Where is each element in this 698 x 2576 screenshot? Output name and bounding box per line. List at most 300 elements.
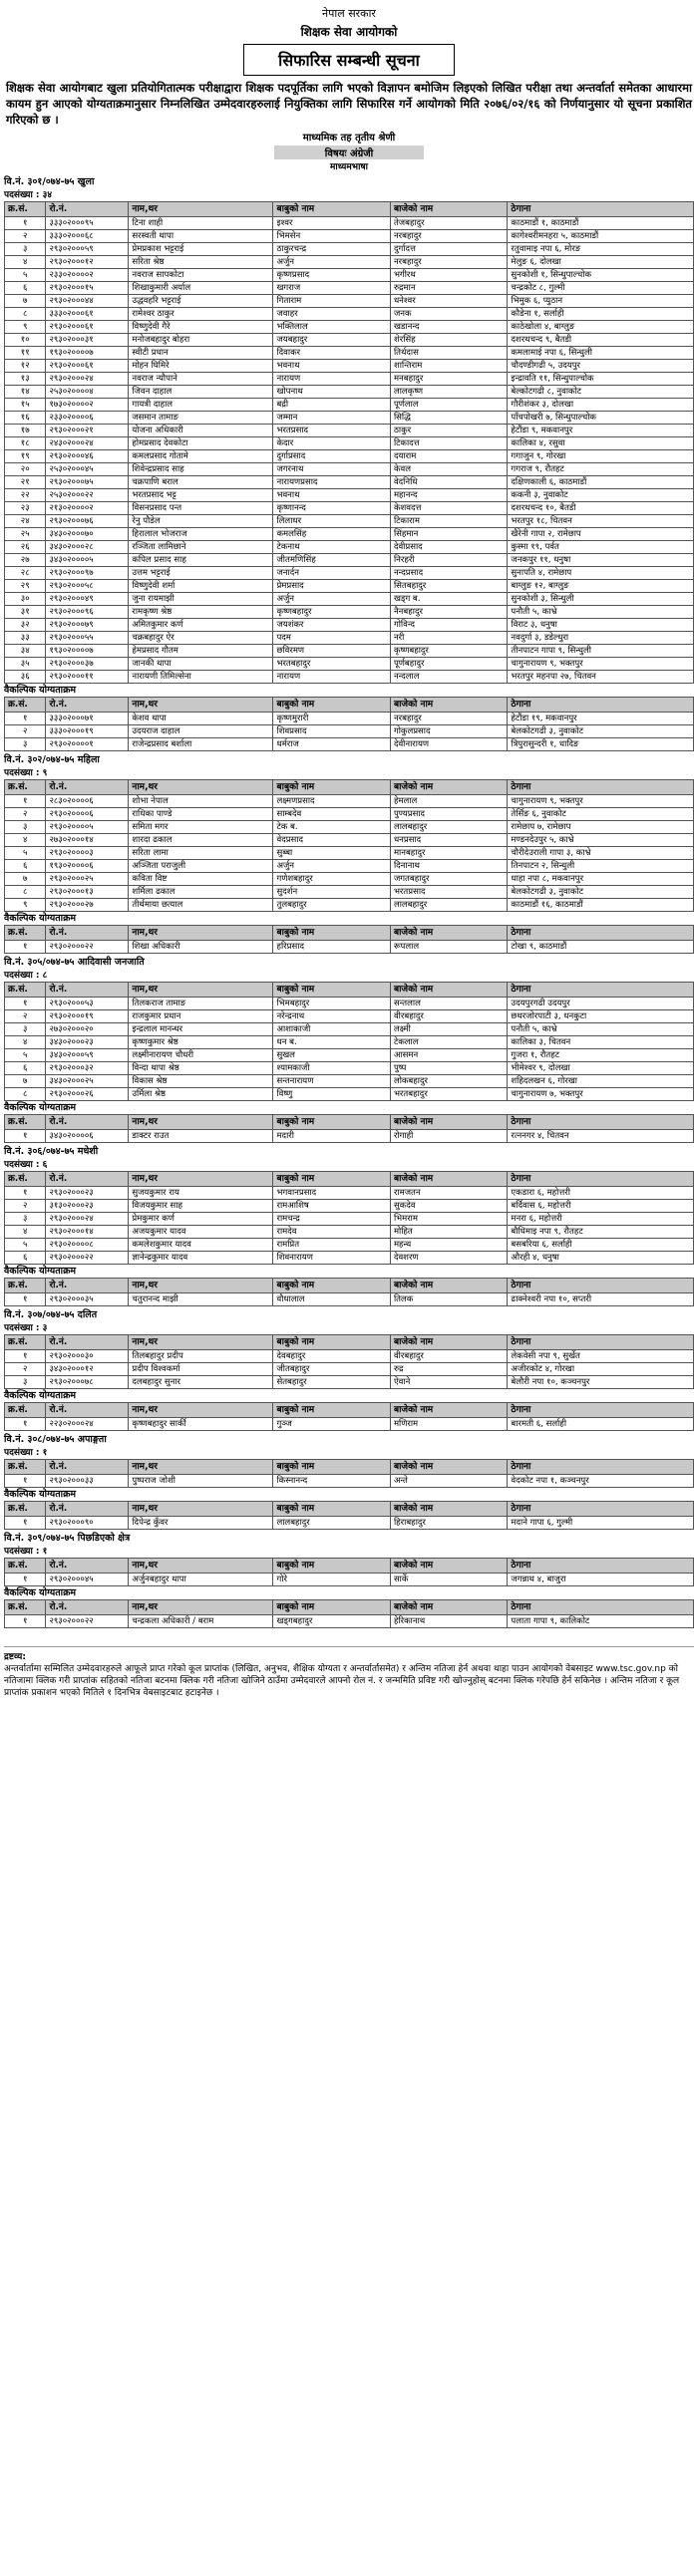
table-cell: सुखल xyxy=(273,1049,390,1062)
table-row xyxy=(5,450,694,463)
table-cell: टोखा ९, काठमाडौं xyxy=(508,941,694,954)
table-row xyxy=(5,1475,694,1488)
table-cell: ४ xyxy=(5,256,46,269)
table-cell: इन्द्रावति ११, सिन्धुपाल्चोक xyxy=(508,373,694,386)
column-header: ठेगाना xyxy=(508,1460,694,1475)
table-cell: सुनापति ४, रामेछाप xyxy=(508,567,694,580)
table-cell: रामकृष्ण श्रेष्ठ xyxy=(129,606,273,619)
table-cell: लालबहादुर xyxy=(390,899,507,912)
column-header: नाम,थर xyxy=(129,1460,273,1475)
table-cell: खड्गबहादुर xyxy=(273,1615,390,1628)
column-header: बाबुको नाम xyxy=(273,926,390,941)
table-cell: गौरीशंकर ३, दोलखा xyxy=(508,399,694,412)
column-header: क्र.सं. xyxy=(5,1335,46,1350)
table-cell: भरतप्रसाद भट्ट xyxy=(129,489,273,502)
table-row xyxy=(5,386,694,399)
table-cell: २९३०२०००९६ xyxy=(46,606,129,619)
table-row xyxy=(5,269,694,282)
commission-name: शिक्षक सेवा आयोगको xyxy=(300,25,398,39)
table-cell: शेरसिंह xyxy=(390,334,507,347)
table-cell: ३३३०२०००६१ xyxy=(46,308,129,321)
table-cell: वेदनिधि xyxy=(390,476,507,489)
table-cell: १ xyxy=(5,1475,46,1488)
table-row xyxy=(5,821,694,834)
table-header-row xyxy=(5,1115,694,1130)
table-cell: आशाकाजी xyxy=(273,1023,390,1036)
table-cell: २९३०२०००३० xyxy=(46,1350,129,1363)
table-cell: भिमबहादुर xyxy=(273,998,390,1010)
column-header: क्र.सं. xyxy=(5,1502,46,1517)
table-cell: ठाकुरचन्द्र xyxy=(273,243,390,256)
table-cell: सुजयकुमार राय xyxy=(129,1187,273,1200)
table-cell: टेकनाथ xyxy=(273,541,390,554)
table-cell: २९३०२०००२२ xyxy=(46,1615,129,1628)
column-header: बाजेको नाम xyxy=(390,1279,507,1293)
table-cell: ३ xyxy=(5,243,46,256)
table-cell: ढाक्नेश्वरी नपा १०, सप्तरी xyxy=(508,1293,694,1306)
table-cell: ३ xyxy=(5,738,46,751)
table-row xyxy=(5,795,694,808)
table-cell: कृष्णप्रसाद xyxy=(273,269,390,282)
table-cell: नन्दलाल xyxy=(390,671,507,684)
table-cell: २९३०२०००९० xyxy=(46,1517,129,1530)
column-header: बाजेको नाम xyxy=(390,698,507,713)
table-cell: २७३०२०००१४ xyxy=(46,834,129,847)
column-header: नाम,थर xyxy=(129,1559,273,1574)
table-cell: टेक ब. xyxy=(273,821,390,834)
table-cell: हिरालाल भोजराज xyxy=(129,528,273,541)
table-cell: जगन्नाथ ४, बाजुरा xyxy=(508,1574,694,1586)
table-cell: विष्णुदेवी गैरे xyxy=(129,321,273,334)
table-cell: ९ xyxy=(5,321,46,334)
table-cell: लिलाधर xyxy=(273,515,390,528)
table-cell: बद्री xyxy=(273,399,390,412)
table-row xyxy=(5,360,694,373)
table-cell: सिद्धि xyxy=(390,412,507,425)
candidate-table xyxy=(4,1558,694,1586)
table-cell: रामआशिष xyxy=(273,1200,390,1213)
column-header: क्र.सं. xyxy=(5,1600,46,1615)
candidate-table xyxy=(4,1402,694,1431)
table-cell: वौधालाल xyxy=(273,1293,390,1306)
table-row xyxy=(5,632,694,645)
table-cell: बर्दिवास ६, महोत्तरी xyxy=(508,1200,694,1213)
table-cell: विन्दा थापा श्रेष्ठ xyxy=(129,1062,273,1075)
column-header: रो.नं. xyxy=(46,780,129,795)
table-cell: १ xyxy=(5,1418,46,1431)
table-cell: २५ xyxy=(5,528,46,541)
table-cell: लक्ष्मीनारायण चौधरी xyxy=(129,1049,273,1062)
table-cell: दिनानाथ xyxy=(390,860,507,873)
table-cell: २९३०२०००३२ xyxy=(46,1062,129,1075)
table-cell: प्रदीप विश्वकर्मा xyxy=(129,1363,273,1376)
table-cell: गुजरा १, रौतहट xyxy=(508,1049,694,1062)
alternate-merit-heading: वैकल्पिक योग्यताक्रम xyxy=(4,1102,77,1113)
table-row xyxy=(5,1213,694,1226)
table-cell: काठमाडौं १, काठमाडौं xyxy=(508,217,694,230)
table-row xyxy=(5,1200,694,1213)
table-cell: विसनप्रसाद पन्त xyxy=(129,502,273,515)
table-header-row xyxy=(5,983,694,998)
table-cell: भरतबहादुर xyxy=(390,1088,507,1101)
table-row xyxy=(5,347,694,360)
table-cell: धनप्रसाद xyxy=(390,834,507,847)
table-row xyxy=(5,1350,694,1363)
table-cell: सुदर्शन xyxy=(273,886,390,899)
table-cell: १८ xyxy=(5,437,46,450)
candidate-table xyxy=(4,925,694,954)
table-cell: हेरिकानाथ xyxy=(390,1615,507,1628)
table-cell: सुब्बा xyxy=(273,847,390,860)
table-cell: ३४३०२०००२८ xyxy=(46,541,129,554)
table-cell: जनार्दन xyxy=(273,567,390,580)
table-cell: ३३ xyxy=(5,632,46,645)
table-cell: नरेन्द्रनाथ xyxy=(273,1010,390,1023)
table-cell: प्रेमप्रकाश भट्टराई xyxy=(129,243,273,256)
table-cell: २ xyxy=(5,1200,46,1213)
table-cell: ७ xyxy=(5,1075,46,1088)
table-header-row xyxy=(5,1502,694,1517)
table-cell: २९३०२०००११ xyxy=(46,671,129,684)
table-cell: ३४ xyxy=(5,645,46,658)
table-cell: कमलेशकुमार यादव xyxy=(129,1239,273,1252)
table-cell: आसमन xyxy=(390,1049,507,1062)
table-row xyxy=(5,230,694,243)
table-cell: लालकृष्ण xyxy=(390,386,507,399)
table-header-row xyxy=(5,1335,694,1350)
column-header: क्र.सं. xyxy=(5,1403,46,1418)
table-cell: कमलप्रसाद गोतामे xyxy=(129,450,273,463)
column-header: नाम,थर xyxy=(129,1115,273,1130)
alternate-merit-heading: वैकल्पिक योग्यताक्रम xyxy=(4,1390,77,1401)
table-cell: भरतप्रसाद xyxy=(390,886,507,899)
table-cell: सिंहमान xyxy=(390,528,507,541)
table-cell: ३६ xyxy=(5,671,46,684)
table-row xyxy=(5,645,694,658)
table-row xyxy=(5,886,694,899)
table-cell: उदयराज दाहाल xyxy=(129,725,273,738)
table-cell: १९३०२००००७ xyxy=(46,347,129,360)
table-cell: जयबहादुर xyxy=(273,334,390,347)
table-cell: १७ xyxy=(5,425,46,437)
table-header-row xyxy=(5,1279,694,1293)
table-cell: दशरथचन्द ९, बैतडी xyxy=(508,334,694,347)
table-cell: रामप्रित xyxy=(273,1239,390,1252)
column-header: रो.नं. xyxy=(46,1403,129,1418)
table-row xyxy=(5,658,694,671)
column-header: बाबुको नाम xyxy=(273,1115,390,1130)
alternate-merit-heading: वैकल्पिक योग्यताक्रम xyxy=(4,1266,77,1277)
alternate-merit-heading: वैकल्पिक योग्यताक्रम xyxy=(4,685,77,696)
table-cell: ६ xyxy=(5,282,46,295)
alternate-merit-heading: वैकल्पिक योग्यताक्रम xyxy=(4,1587,77,1598)
table-row xyxy=(5,873,694,886)
table-cell: कविता विष्ट xyxy=(129,873,273,886)
column-header: बाबुको नाम xyxy=(273,1502,390,1517)
table-cell: नवराज न्यौपाने xyxy=(129,373,273,386)
table-cell: दुर्गाप्रसाद xyxy=(273,450,390,463)
table-cell: २५३०२०००२२ xyxy=(46,489,129,502)
table-cell: तिलबहादुर प्रदीप xyxy=(129,1350,273,1363)
table-cell: रामेश्वर ठाकुर xyxy=(129,308,273,321)
table-cell: धन ब. xyxy=(273,1036,390,1049)
table-cell: सेतबहादुर xyxy=(273,1376,390,1389)
table-row xyxy=(5,1239,694,1252)
table-row xyxy=(5,671,694,684)
table-cell: हेटौंडा १९, मकवानपुर xyxy=(508,713,694,725)
table-cell: शिवप्रसाद xyxy=(273,725,390,738)
table-cell: शारदा ढकाल xyxy=(129,834,273,847)
table-row xyxy=(5,738,694,751)
table-cell: केशवदत्त xyxy=(390,502,507,515)
table-cell: ८ xyxy=(5,1088,46,1101)
table-cell: २९३०२०००२२ xyxy=(46,1252,129,1265)
section-heading: वि.नं. ३०६/०७४-७५ मधेशी xyxy=(4,1146,99,1157)
table-cell: वीरबहादुर xyxy=(390,1350,507,1363)
table-cell: सरस्वती थापा xyxy=(129,230,273,243)
table-cell: ८ xyxy=(5,308,46,321)
table-cell: छविरमण xyxy=(273,645,390,658)
table-cell: पनौती ५, काभ्रे xyxy=(508,606,694,619)
table-cell: जम्मान xyxy=(273,412,390,425)
table-cell: बाग्लुङ १२, बाग्लुङ xyxy=(508,580,694,593)
table-cell: पाँचपोखरी ७, सिन्धुपाल्चोक xyxy=(508,412,694,425)
table-cell: २९३०२०००२५ xyxy=(46,873,129,886)
table-cell: ३४३०२०००१२ xyxy=(46,1363,129,1376)
table-cell: काठमाडौं १६, काठमाडौं xyxy=(508,899,694,912)
table-row xyxy=(5,373,694,386)
table-cell: रत्ननगर ४, चितवन xyxy=(508,1130,694,1143)
table-cell: गोविन्द xyxy=(390,619,507,632)
column-header: नाम,थर xyxy=(129,1502,273,1517)
table-cell: १ xyxy=(5,1130,46,1143)
table-cell: देवीप्रसाद xyxy=(390,541,507,554)
table-cell: चागुनारायण ७, भक्तपुर xyxy=(508,1088,694,1101)
table-cell: नरबहादुर xyxy=(390,256,507,269)
table-cell: तुलबहादुर xyxy=(273,899,390,912)
section-heading: वि.नं. ३०७/०७४-७५ दलित xyxy=(4,1309,98,1320)
table-row xyxy=(5,243,694,256)
table-row xyxy=(5,321,694,334)
table-row xyxy=(5,1517,694,1530)
column-header: रो.नं. xyxy=(46,202,129,217)
table-cell: १४ xyxy=(5,386,46,399)
table-cell: बेल्कोटगढी ८, नुवाकोट xyxy=(508,386,694,399)
table-row xyxy=(5,567,694,580)
table-cell: गायत्री दाहाल xyxy=(129,399,273,412)
table-cell: भरतबहादुर xyxy=(273,658,390,671)
table-cell: जवाहर xyxy=(273,308,390,321)
table-cell: १९३०२००००७ xyxy=(46,645,129,658)
table-cell: पनौती ५, काभ्रे xyxy=(508,1023,694,1036)
table-cell: विराट ३, धनुषा xyxy=(508,619,694,632)
table-cell: रञ्जिता लामिछाने xyxy=(129,541,273,554)
table-cell: २९३०२०००१५ xyxy=(46,282,129,295)
table-row xyxy=(5,1049,694,1062)
footnote-title: द्रष्टव्य: xyxy=(4,1652,26,1662)
table-cell: सितबहादुर xyxy=(390,580,507,593)
table-cell: सरिता श्रेष्ठ xyxy=(129,256,273,269)
table-cell: २९३०२०००६१ xyxy=(46,321,129,334)
candidate-table xyxy=(4,1278,694,1306)
table-cell: जीतबहादुर xyxy=(273,1363,390,1376)
table-row xyxy=(5,593,694,606)
table-cell: नारायणप्रसाद xyxy=(273,476,390,489)
column-header: ठेगाना xyxy=(508,1559,694,1574)
table-cell: अर्जुन xyxy=(273,860,390,873)
table-cell: चन्द्रकला अधिकारी / बराम xyxy=(129,1615,273,1628)
table-cell: चक्रबहादुर ऐर xyxy=(129,632,273,645)
table-cell: चौदण्डीगढी ५, उदयपुर xyxy=(508,360,694,373)
table-cell: ३३३०२०००६८ xyxy=(46,230,129,243)
table-row xyxy=(5,1062,694,1075)
table-cell: चक्रपाणि बराल xyxy=(129,476,273,489)
table-cell: जयशंकर xyxy=(273,619,390,632)
table-cell: १६ xyxy=(5,412,46,425)
table-row xyxy=(5,834,694,847)
table-cell: हेमप्रसाद गौतम xyxy=(129,645,273,658)
table-cell: स्वीटी प्रधान xyxy=(129,347,273,360)
column-header: नाम,थर xyxy=(129,1403,273,1418)
table-cell: २९३०२०००१३ xyxy=(46,886,129,899)
table-cell: कपिल प्रसाद साह xyxy=(129,554,273,567)
table-cell: १ xyxy=(5,1187,46,1200)
table-cell: दक्षिणकाली ६, काठमाडौं xyxy=(508,476,694,489)
column-header: बाबुको नाम xyxy=(273,698,390,713)
table-cell: पलाता गापा ९, कालिकोट xyxy=(508,1615,694,1628)
column-header: ठेगाना xyxy=(508,983,694,998)
table-cell: ३४३०२०००२५ xyxy=(46,1075,129,1088)
table-cell: २३३०२००००२ xyxy=(46,269,129,282)
column-header: नाम,थर xyxy=(129,926,273,941)
table-cell: गोरे xyxy=(273,1574,390,1586)
table-cell: भिमसेन xyxy=(273,230,390,243)
table-cell: २९ xyxy=(5,580,46,593)
table-cell: हेटौंडा ९, मकवानपुर xyxy=(508,425,694,437)
column-header: बाजेको नाम xyxy=(390,780,507,795)
table-cell: अर्जुनबहादुर थापा xyxy=(129,1574,273,1586)
column-header: बाजेको नाम xyxy=(390,1559,507,1574)
table-cell: डाक्टर राउत xyxy=(129,1130,273,1143)
column-header: ठेगाना xyxy=(508,1403,694,1418)
table-row xyxy=(5,541,694,554)
table-cell: भरतप्रसाद xyxy=(273,425,390,437)
table-cell: भिमराम xyxy=(390,1213,507,1226)
column-header: क्र.सं. xyxy=(5,202,46,217)
table-row xyxy=(5,515,694,528)
table-cell: काठेखोला ४, बाग्लुङ xyxy=(508,321,694,334)
table-cell: उत्तम भट्टराई xyxy=(129,567,273,580)
table-cell: रुद्र xyxy=(390,1363,507,1376)
column-header: रो.नं. xyxy=(46,983,129,998)
table-cell: अर्जुन xyxy=(273,256,390,269)
table-cell: ३१ xyxy=(5,606,46,619)
column-header: रो.नं. xyxy=(46,1172,129,1187)
post-count: पदसंख्या : १ xyxy=(4,1547,48,1557)
table-cell: ४ xyxy=(5,1226,46,1239)
column-header: नाम,थर xyxy=(129,1335,273,1350)
table-cell: कृष्णबहादुर सार्की xyxy=(129,1418,273,1431)
table-cell: औरही ४, धनुषा xyxy=(508,1252,694,1265)
table-cell: त्रिपुरासुन्दरी १, धादिङ xyxy=(508,738,694,751)
table-cell: नवदुर्गा ३, डडेल्धुरा xyxy=(508,632,694,645)
column-header: बाजेको नाम xyxy=(390,1460,507,1475)
table-cell: १३ xyxy=(5,373,46,386)
table-cell: २१ xyxy=(5,476,46,489)
table-cell: ७ xyxy=(5,873,46,886)
column-header: क्र.सं. xyxy=(5,983,46,998)
table-cell: २९३०२०००२१ xyxy=(46,425,129,437)
table-row xyxy=(5,282,694,295)
table-cell: सन्तलाल xyxy=(390,998,507,1010)
table-cell: तिर्थदास xyxy=(390,347,507,360)
table-header-row xyxy=(5,1600,694,1615)
table-cell: हरिप्रसाद xyxy=(273,941,390,954)
table-cell: २२ xyxy=(5,489,46,502)
table-header-row xyxy=(5,202,694,217)
table-cell: १ xyxy=(5,998,46,1010)
table-cell: तेर्सिङ ६, नुवाकोट xyxy=(508,808,694,821)
table-cell: अजीरकोट ४, गोरखा xyxy=(508,1363,694,1376)
table-cell: कृष्णकुमार श्रेष्ठ xyxy=(129,1036,273,1049)
table-cell: १ xyxy=(5,1293,46,1306)
table-cell: २९३०२०००३३ xyxy=(46,1475,129,1488)
table-cell: २९३०२०००७९ xyxy=(46,619,129,632)
table-row xyxy=(5,1010,694,1023)
table-cell: जुना रायमाझी xyxy=(129,593,273,606)
column-header: रो.नं. xyxy=(46,1559,129,1574)
candidate-table xyxy=(4,201,694,684)
column-header: बाबुको नाम xyxy=(273,1600,390,1615)
column-header: नाम,थर xyxy=(129,202,273,217)
table-cell: शान्तिराम xyxy=(390,360,507,373)
table-cell: कुस्मा १९, पर्वत xyxy=(508,541,694,554)
table-row xyxy=(5,256,694,269)
table-cell: चौरीदेउराली गापा ३, काभ्रे xyxy=(508,847,694,860)
table-cell: जिवन दाहाल xyxy=(129,386,273,399)
table-row xyxy=(5,1023,694,1036)
table-cell: १ xyxy=(5,1615,46,1628)
table-cell: गणेशबहादुर xyxy=(273,873,390,886)
table-cell: लेकवेसी नपा ९, सुर्खेत xyxy=(508,1350,694,1363)
table-cell: २७३०२०००२० xyxy=(46,1023,129,1036)
table-cell: ७ xyxy=(5,295,46,308)
table-cell: २७ xyxy=(5,554,46,567)
table-cell: लोकबहादुर xyxy=(390,1075,507,1088)
table-cell: कालिका ३, चितवन xyxy=(508,1036,694,1049)
table-cell: जनक xyxy=(390,308,507,321)
table-row xyxy=(5,425,694,437)
table-cell: टेकलाल xyxy=(390,1036,507,1049)
column-header: ठेगाना xyxy=(508,1335,694,1350)
table-cell: ३४३०२०००७० xyxy=(46,528,129,541)
table-cell: २९३०२००००३ xyxy=(46,847,129,860)
column-header: नाम,थर xyxy=(129,780,273,795)
table-cell: भवनाथ xyxy=(273,489,390,502)
column-header: ठेगाना xyxy=(508,926,694,941)
table-cell: केशव थापा xyxy=(129,713,273,725)
table-cell: १० xyxy=(5,334,46,347)
table-cell: योजना अधिकारी xyxy=(129,425,273,437)
table-row xyxy=(5,1252,694,1265)
table-cell: राजेन्द्रप्रसाद बर्शाला xyxy=(129,738,273,751)
table-cell: ३४३०२०००५९ xyxy=(46,1049,129,1062)
table-cell: जगतबहादुर xyxy=(390,873,507,886)
table-cell: २९३०२०००४९ xyxy=(46,593,129,606)
table-cell: मनरा ६, महोत्तरी xyxy=(508,1213,694,1226)
table-cell: ९ xyxy=(5,899,46,912)
table-cell: बेलौरी नपा १०, कञ्चनपुर xyxy=(508,1376,694,1389)
